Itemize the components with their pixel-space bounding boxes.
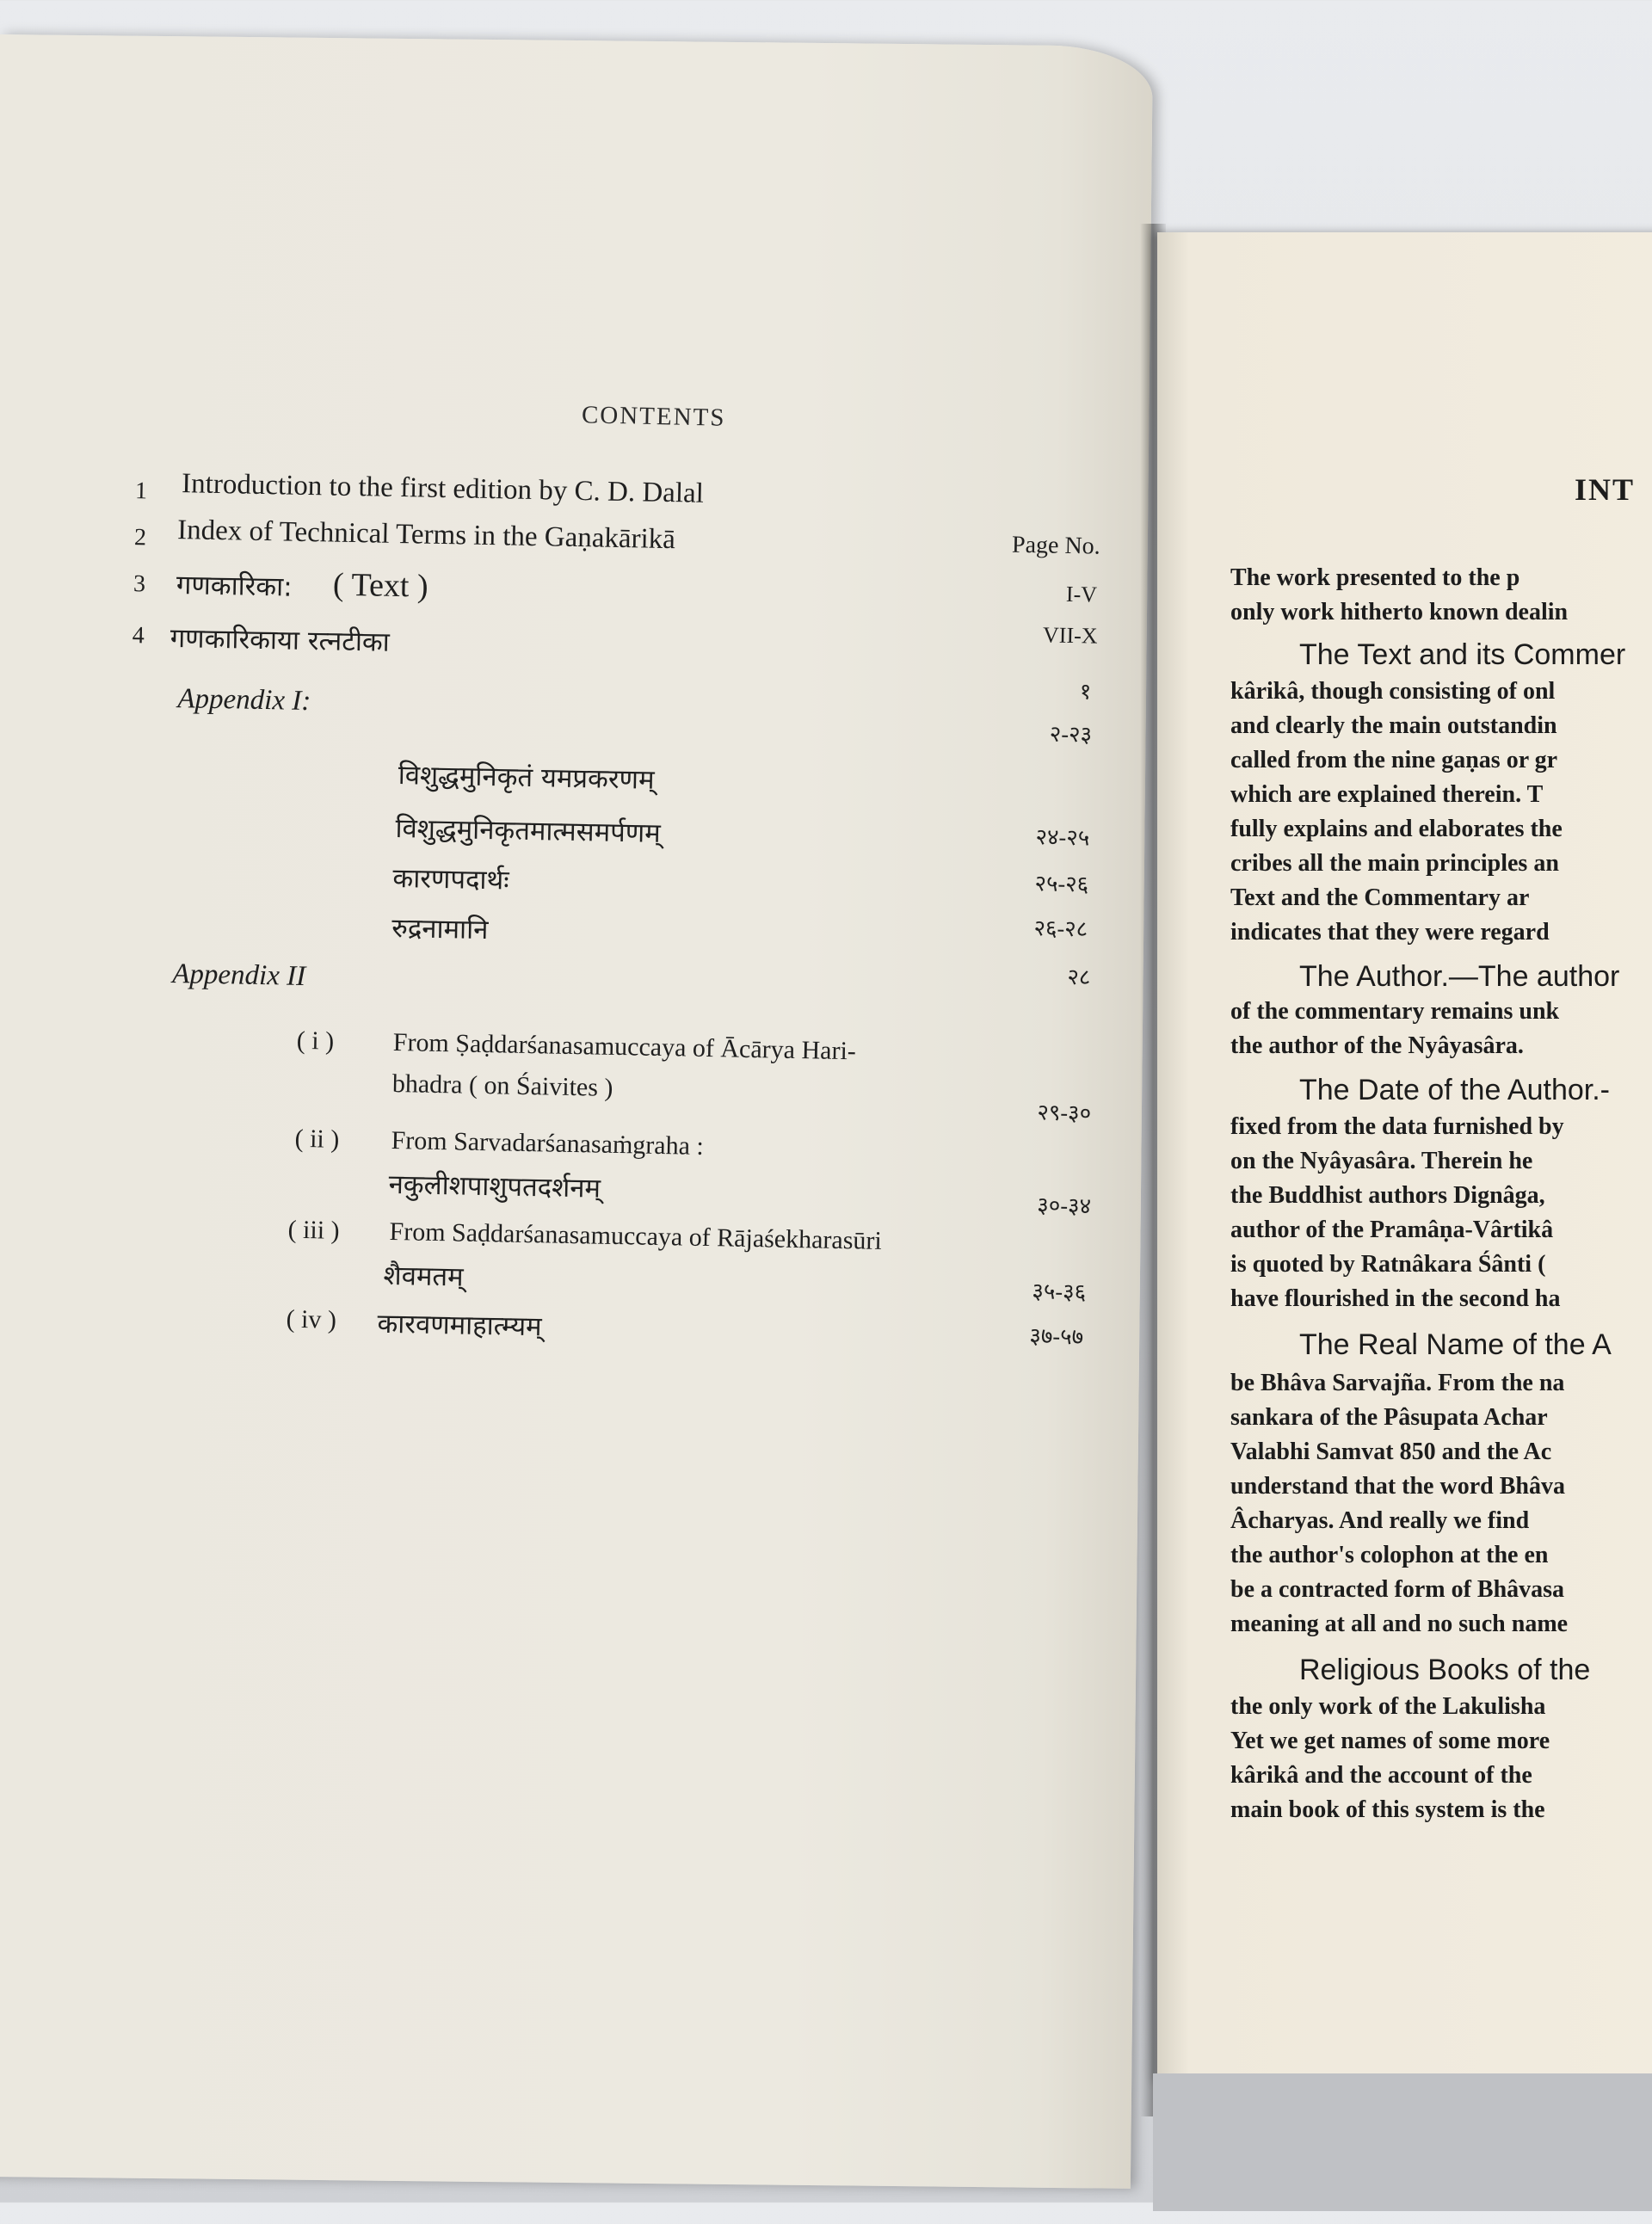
body-text-line: the author's colophon at the en xyxy=(1230,1542,1549,1568)
body-text-line: fixed from the data furnished by xyxy=(1230,1113,1564,1140)
body-text-line: main book of this system is the xyxy=(1230,1796,1545,1823)
appendix2-item-line: कारवणमाहात्म्यम् xyxy=(377,1308,543,1343)
body-text-line: author of the Pramâṇa-Vârtikâ xyxy=(1230,1217,1554,1243)
appendix2-item-number: ( i ) xyxy=(296,1026,335,1056)
toc-entry-number: 2 xyxy=(133,524,147,551)
appendix1-item: विशुद्धमुनिकृतं यमप्रकरणम् xyxy=(398,760,655,796)
body-text-line: be Bhâva Sarvajña. From the na xyxy=(1230,1370,1565,1396)
appendix2-item-line: From Ṣaḍdarśanasamuccaya of Ācārya Hari- xyxy=(392,1027,857,1066)
toc-entry-text: गणकारिका: xyxy=(176,570,293,603)
toc-entry-page: १ xyxy=(1079,679,1092,705)
appendix2-page: ३५-३६ xyxy=(1032,1278,1087,1305)
body-text-line: be a contracted form of Bhâvasa xyxy=(1230,1576,1565,1603)
appendix1-page: २४-२५ xyxy=(1035,824,1090,851)
toc-entry-page: VII-X xyxy=(1042,622,1098,649)
body-text-line: is quoted by Ratnâkara Śânti ( xyxy=(1230,1251,1546,1278)
appendix1-item: रुद्रनामानि xyxy=(391,912,489,946)
appendix2-page: ३७-५७ xyxy=(1029,1323,1084,1350)
appendix2-item-line: शैवमतम् xyxy=(383,1260,465,1293)
body-text-line: have flourished in the second ha xyxy=(1230,1285,1561,1312)
appendix2-item-number: ( iii ) xyxy=(287,1215,340,1245)
appendix2-item-line: From Saḍdarśanasamuccaya of Rājaśekharasūri xyxy=(389,1217,883,1255)
body-text-line: only work hitherto known dealin xyxy=(1230,599,1569,625)
appendix2-item-line: From Sarvadarśanasaṁgraha : xyxy=(391,1125,705,1161)
appendix1-page: २८ xyxy=(1067,964,1091,990)
right-page-text xyxy=(1230,0,1643,2202)
section-heading-line: The Date of the Author.- xyxy=(1299,1074,1611,1106)
appendix1-item: विशुद्धमुनिकृतमात्मसमर्पणम् xyxy=(395,813,662,849)
body-text-line: The work presented to the p xyxy=(1230,564,1520,591)
body-text-line: kârikâ and the account of the xyxy=(1230,1762,1532,1789)
appendix1-page: २५-२६ xyxy=(1034,871,1089,897)
body-text-line: Valabhi Samvat 850 and the Ac xyxy=(1230,1439,1552,1465)
section-heading-line: The Text and its Commer xyxy=(1299,638,1626,671)
body-text-line: fully explains and elaborates the xyxy=(1230,816,1563,842)
body-text-line: cribes all the main principles an xyxy=(1230,850,1559,877)
body-text-line: Âcharyas. And really we find xyxy=(1230,1507,1530,1534)
appendix2-item-number: ( ii ) xyxy=(294,1124,340,1154)
contents-title: CONTENTS xyxy=(581,401,726,432)
body-text-line: the author of the Nyâyasâra. xyxy=(1230,1032,1524,1059)
toc-entry-page: २-२३ xyxy=(1049,721,1093,748)
appendix2-page: २९-३० xyxy=(1037,1100,1092,1126)
body-text-line: indicates that they were regard xyxy=(1230,919,1550,946)
toc-entry-note: ( Text ) xyxy=(332,566,429,605)
appendix2-label: Appendix II xyxy=(171,958,306,993)
appendix2-page: ३०-३४ xyxy=(1037,1192,1092,1219)
toc-entry-number: 4 xyxy=(132,622,145,650)
appendix1-item: कारणपदार्थः xyxy=(392,862,509,896)
body-text-line: which are explained therein. T xyxy=(1230,781,1544,808)
appendix2-item-line: bhadra ( on Śaivites ) xyxy=(391,1069,613,1102)
page-no-label: Page No. xyxy=(1011,531,1100,560)
body-text-line: Yet we get names of some more xyxy=(1230,1728,1550,1754)
body-text-line: kârikâ, though consisting of onl xyxy=(1230,678,1556,705)
toc-entry-number: 3 xyxy=(133,570,146,598)
body-text-line: called from the nine gaṇas or gr xyxy=(1230,747,1558,773)
section-heading-line: The Real Name of the A xyxy=(1299,1328,1612,1361)
toc-entry-text: Introduction to the first edition by C. D. Dalal xyxy=(181,468,705,509)
body-text-line: understand that the word Bhâva xyxy=(1230,1473,1565,1500)
appendix1-page: २६-२८ xyxy=(1033,915,1088,942)
toc-entry-text: गणकारिकाया रत्नटीका xyxy=(170,622,391,658)
body-text-line: and clearly the main outstandin xyxy=(1230,712,1557,739)
body-text-line: on the Nyâyasâra. Therein he xyxy=(1230,1148,1533,1174)
toc-entry-text: Index of Technical Terms in the Gaṇakārikā xyxy=(176,514,676,556)
section-heading-line: Religious Books of the xyxy=(1299,1654,1591,1686)
section-heading-line: The Author.—The author xyxy=(1299,960,1620,993)
body-text-line: meaning at all and no such name xyxy=(1230,1611,1569,1637)
body-text-line: Text and the Commentary ar xyxy=(1230,884,1530,911)
toc-entry-page: I-V xyxy=(1065,581,1098,607)
body-text-line: of the commentary remains unk xyxy=(1230,998,1560,1025)
body-text-line: the only work of the Lakulisha xyxy=(1230,1693,1546,1720)
body-text-line: the Buddhist authors Dignâga, xyxy=(1230,1182,1545,1209)
appendix2-item-number: ( iv ) xyxy=(286,1304,337,1334)
appendix2-item-line: नकुलीशपाशुपतदर्शनम् xyxy=(388,1168,601,1204)
body-text-line: sankara of the Pâsupata Achar xyxy=(1230,1404,1548,1431)
right-page-heading: INT xyxy=(1575,472,1636,507)
appendix1-label: Appendix I: xyxy=(177,683,311,718)
toc-entry-number: 1 xyxy=(134,477,148,505)
